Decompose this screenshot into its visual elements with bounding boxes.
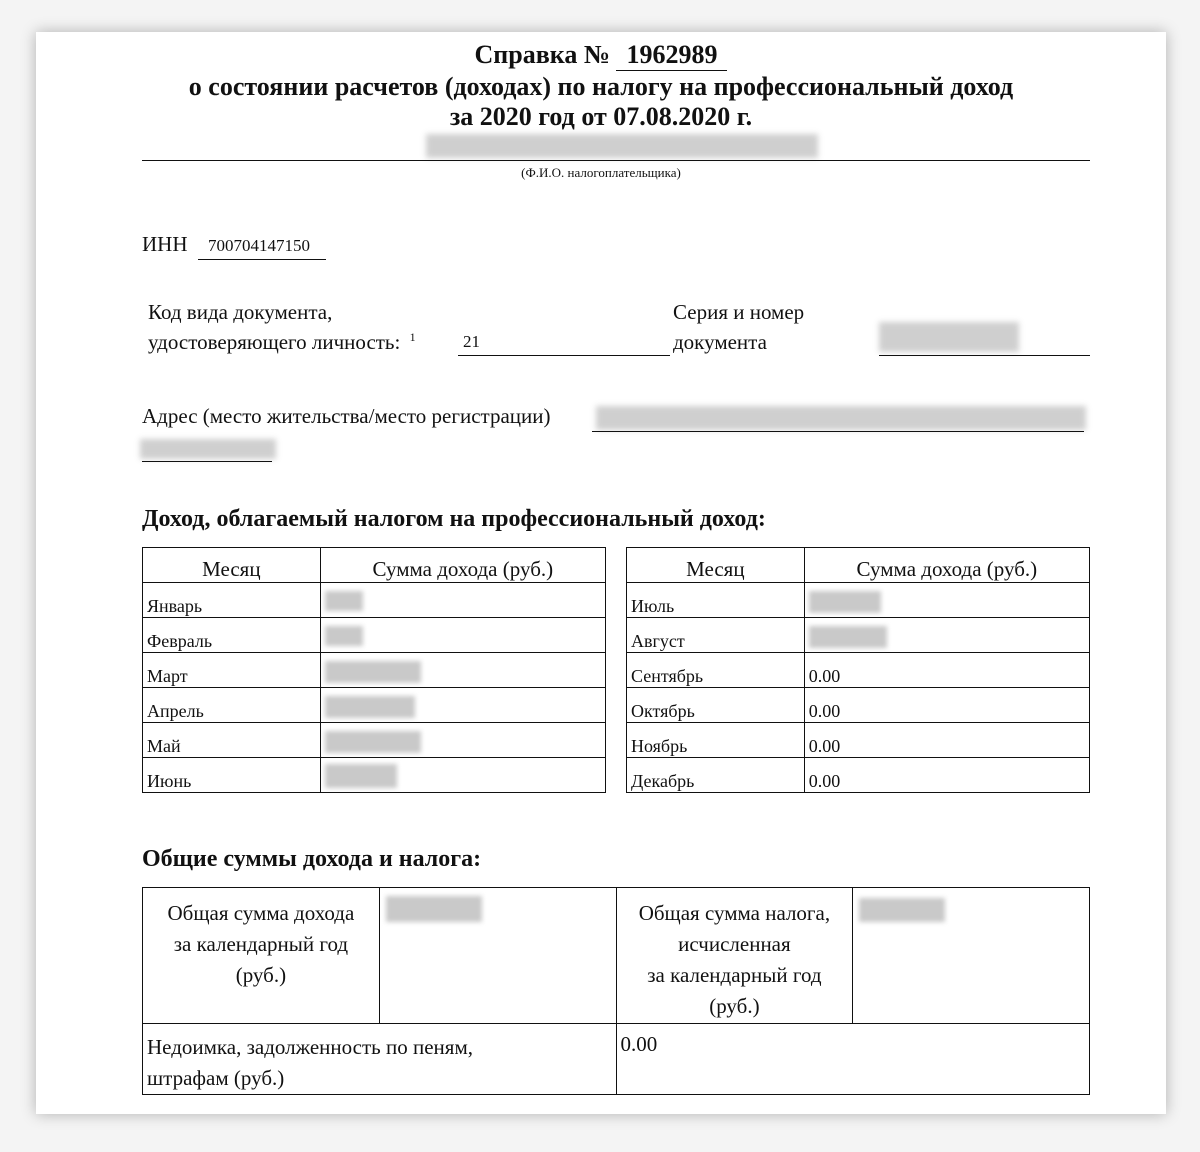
table-row — [627, 688, 1090, 723]
address-redacted-2 — [140, 439, 276, 459]
sum-cell: 0.00 — [804, 758, 1089, 793]
table-row — [627, 618, 1090, 653]
month-cell: Ноябрь — [627, 723, 805, 758]
total-tax-label: Общая сумма налога, исчисленная за календарный год (руб.) — [616, 888, 853, 1024]
sum-cell — [320, 723, 605, 758]
sum-cell — [804, 618, 1089, 653]
doc-title-line2: о состоянии расчетов (доходах) по налогу на профессиональный доход — [188, 72, 1014, 101]
fio-caption: (Ф.И.О. налогоплательщика) — [521, 165, 681, 180]
col-sum-header: Сумма дохода (руб.) — [804, 548, 1089, 583]
series-number-line — [879, 355, 1090, 356]
title-prefix: Справка № — [474, 40, 610, 69]
table-row — [143, 583, 606, 618]
certificate-number: 1962989 — [616, 40, 727, 71]
fio-line — [142, 160, 1090, 161]
sum-cell — [320, 583, 605, 618]
total-income-label: Общая сумма дохода за календарный год (руб.) — [143, 888, 380, 1024]
income-table-left — [142, 547, 606, 793]
doc-code-label-2 — [148, 330, 416, 355]
doc-code-label-2-text: удостоверяющего личность: — [148, 330, 401, 354]
month-cell: Июль — [627, 583, 805, 618]
doc-code-value: 21 — [458, 332, 670, 356]
series-label-2: документа — [673, 330, 767, 354]
sum-cell: 0.00 — [804, 653, 1089, 688]
sum-cell: 0.00 — [804, 723, 1089, 758]
sum-cell — [804, 583, 1089, 618]
sum-cell — [320, 758, 605, 793]
total-tax-value — [853, 888, 1090, 1024]
doc-title-line3: за 2020 год от 07.08.2020 г. — [449, 102, 753, 131]
col-month-header: Месяц — [143, 548, 321, 583]
document-sheet — [36, 32, 1166, 1114]
table-row — [627, 653, 1090, 688]
income-table-right — [626, 547, 1090, 793]
total-income-value — [379, 888, 616, 1024]
month-cell: Апрель — [143, 688, 321, 723]
table-row — [143, 758, 606, 793]
table-row — [143, 688, 606, 723]
series-number-redacted — [879, 322, 1019, 352]
col-month-header: Месяц — [627, 548, 805, 583]
month-cell: Сентябрь — [627, 653, 805, 688]
table-row — [143, 723, 606, 758]
arrears-value: 0.00 — [616, 1024, 1090, 1095]
totals-section-title: Общие суммы дохода и налога: — [142, 846, 482, 872]
table-row — [627, 758, 1090, 793]
sum-cell: 0.00 — [804, 688, 1089, 723]
sum-cell — [320, 653, 605, 688]
arrears-label: Недоимка, задолженность по пеням, штрафам (руб.) — [143, 1024, 617, 1095]
table-row — [627, 723, 1090, 758]
totals-table — [142, 887, 1090, 1095]
month-cell: Декабрь — [627, 758, 805, 793]
col-sum-header: Сумма дохода (руб.) — [320, 548, 605, 583]
table-row — [143, 618, 606, 653]
month-cell: Октябрь — [627, 688, 805, 723]
address-line-2 — [142, 461, 272, 462]
income-section-title: Доход, облагаемый налогом на профессиональный доход: — [142, 506, 766, 532]
sum-cell — [320, 618, 605, 653]
footnote-mark: 1 — [409, 330, 416, 344]
month-cell: Февраль — [143, 618, 321, 653]
series-label-1: Серия и номер — [673, 300, 805, 324]
table-row — [627, 583, 1090, 618]
month-cell: Май — [143, 723, 321, 758]
month-cell: Март — [143, 653, 321, 688]
inn-label: ИНН — [142, 232, 188, 256]
address-redacted — [596, 406, 1086, 430]
sum-cell — [320, 688, 605, 723]
address-line — [592, 431, 1084, 432]
month-cell: Январь — [143, 583, 321, 618]
inn-value: 700704147150 — [198, 236, 326, 260]
doc-title-line1 — [36, 40, 1166, 71]
doc-code-label-1: Код вида документа, — [148, 300, 333, 324]
table-row — [143, 653, 606, 688]
address-label: Адрес (место жительства/место регистрации) — [142, 404, 551, 428]
month-cell: Июнь — [143, 758, 321, 793]
fio-redacted — [426, 134, 818, 158]
month-cell: Август — [627, 618, 805, 653]
